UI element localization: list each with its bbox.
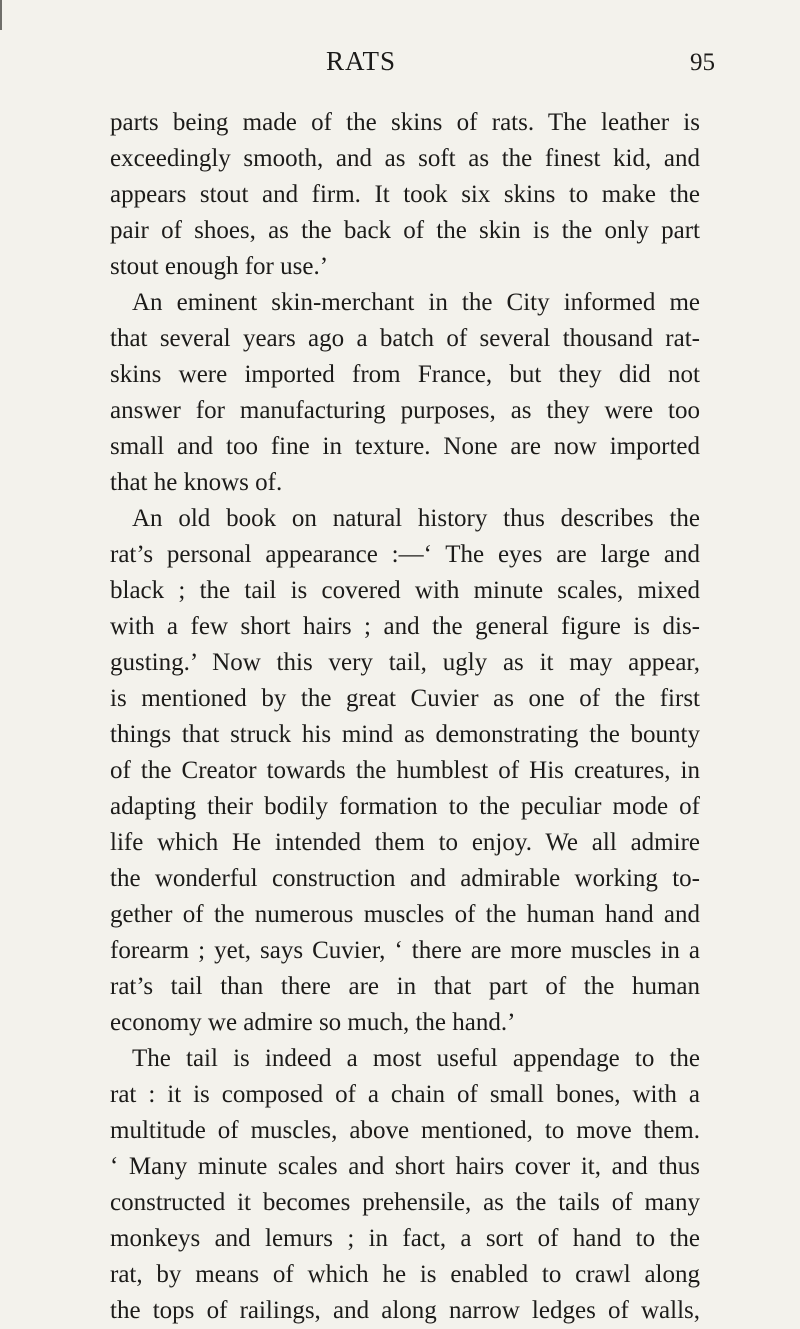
text-line: small and too fine in texture. None are now imported [110,433,700,460]
text-line: with a few short hairs ; and the general figure is dis- [110,613,700,640]
text-line: economy we admire so much, the hand.’ [110,1009,516,1036]
text-line: constructed it becomes prehensile, as the tails of many [110,1189,700,1216]
text-line: rat’s tail than there are in that part of the human [110,973,700,1000]
text-line: forearm ; yet, says Cuvier, ‘ there are more muscles in a [110,937,700,964]
text-line: monkeys and lemurs ; in fact, a sort of hand to the [110,1225,700,1252]
text-line: pair of shoes, as the back of the skin is the only part [110,217,700,244]
text-line: answer for manufacturing purposes, as they were too [110,397,700,424]
text-line: exceedingly smooth, and as soft as the finest kid, and [110,145,700,172]
text-line: adapting their bodily formation to the peculiar mode of [110,793,700,820]
page-edge-line [0,0,2,30]
text-line: that several years ago a batch of several thousand rat- [110,325,700,352]
text-line: of the Creator towards the humblest of His creatures, in [110,757,700,784]
text-line: rat’s personal appearance :—‘ The eyes are large and [110,541,700,568]
running-head [0,46,800,76]
body-text [110,105,700,1329]
text-line: multitude of muscles, above mentioned, to move them. [110,1117,700,1144]
text-line: parts being made of the skins of rats. The leather is [110,109,700,136]
text-line: things that struck his mind as demonstrating the bounty [110,721,700,748]
text-line: appears stout and firm. It took six skins to make the [110,181,700,208]
text-line: gether of the numerous muscles of the human hand and [110,901,700,928]
text-line: rat, by means of which he is enabled to crawl along [110,1261,700,1288]
text-line: is mentioned by the great Cuvier as one of the first [110,685,700,712]
text-line: The tail is indeed a most useful appendage to the [132,1045,700,1072]
text-line: black ; the tail is covered with minute scales, mixed [110,577,700,604]
text-line: stout enough for use.’ [110,253,329,280]
text-line: skins were imported from France, but they did not [110,361,700,388]
text-line: An eminent skin-merchant in the City informed me [132,289,700,316]
text-line: rat : it is composed of a chain of small bones, with a [110,1081,700,1108]
running-title: RATS [326,46,397,76]
text-line: gusting.’ Now this very tail, ugly as it may appear, [110,649,700,676]
text-line: An old book on natural history thus describes the [132,505,700,532]
text-line: life which He intended them to enjoy. We all admire [110,829,700,856]
text-line: the tops of railings, and along narrow ledges of walls, [110,1297,700,1324]
page-number: 95 [690,49,715,76]
text-line: that he knows of. [110,469,283,496]
text-line: the wonderful construction and admirable working to- [110,865,700,892]
text-line: ‘ Many minute scales and short hairs cover it, and thus [110,1153,700,1180]
